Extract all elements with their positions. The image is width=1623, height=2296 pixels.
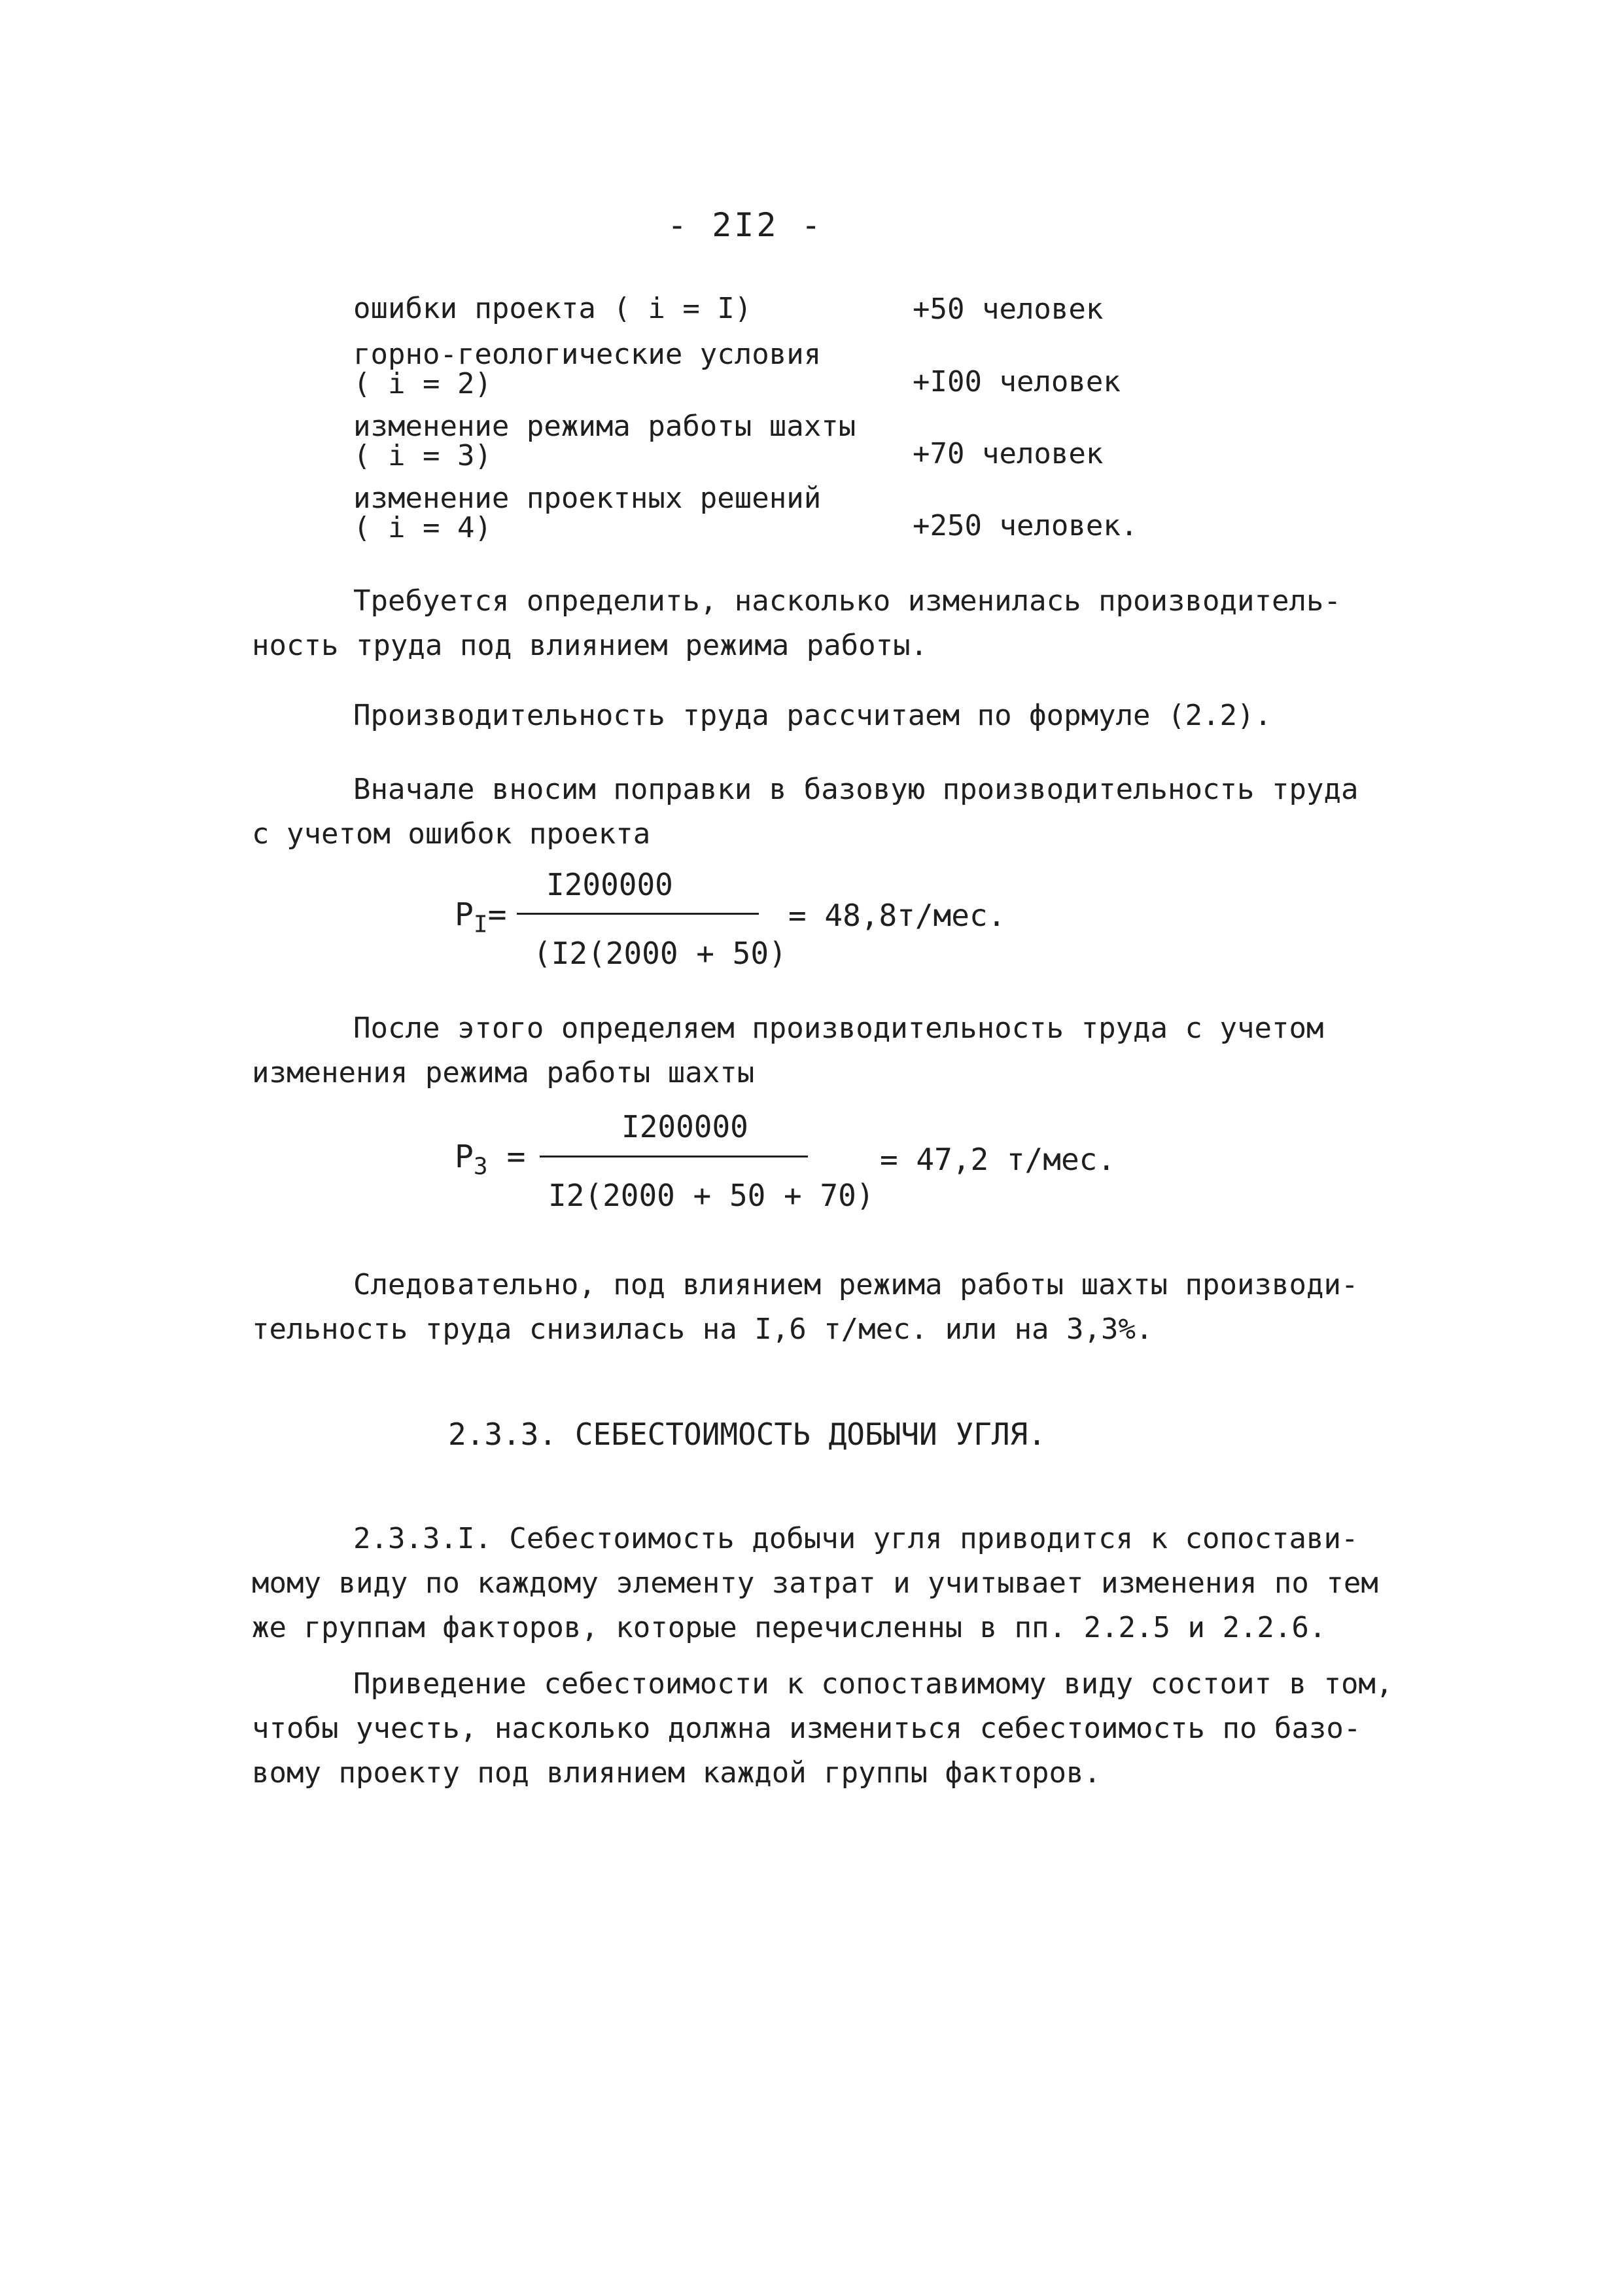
formula-2-result: = 47,2 т/мес. <box>880 1142 1116 1177</box>
factor-label-1: ошибки проекта ( i = I) <box>353 292 752 325</box>
formula-1-denominator: (I2(2000 + 50) <box>533 936 787 971</box>
section-paragraph-2-line3: вому проекту под влиянием каждой группы факторов. <box>252 1756 1102 1790</box>
formula-2-symbol: P <box>455 1139 474 1175</box>
paragraph-4-line2: изменения режима работы шахты <box>252 1056 755 1089</box>
formula-1-numerator: I200000 <box>546 867 673 902</box>
paragraph-1-line1: Требуется определить, насколько изменилась производитель- <box>353 584 1341 618</box>
section-paragraph-1-line3: же группам факторов, которые перечисленны в пп. 2.2.5 и 2.2.6. <box>252 1611 1327 1644</box>
factor-label-2-line1: горно-геологические условия <box>353 338 822 371</box>
formula-2-denominator: I2(2000 + 50 + 70) <box>548 1178 875 1213</box>
formula-1-symbol: P <box>455 896 474 933</box>
formula-1-lhs <box>455 896 507 938</box>
formula-2-subscript: 3 <box>473 1153 488 1180</box>
paragraph-1-line2: ность труда под влиянием режима работы. <box>252 629 928 662</box>
section-paragraph-1-line2: мому виду по каждому элементу затрат и учитывает изменения по тем <box>252 1566 1378 1600</box>
factor-label-3-line2: ( i = 3) <box>353 439 492 472</box>
formula-1-equals: = <box>487 896 507 933</box>
factor-label-2-line2: ( i = 2) <box>353 367 492 400</box>
page-number: - 2I2 - <box>667 206 824 244</box>
section-paragraph-2-line2: чтобы учесть, насколько должна измениться себестоимость по базо- <box>252 1712 1361 1745</box>
factor-value-1: +50 человек <box>913 292 1104 326</box>
paragraph-2: Производительность труда рассчитаем по формуле (2.2). <box>353 699 1272 732</box>
paragraph-5-line1: Следовательно, под влиянием режима работы шахты производи- <box>353 1268 1359 1301</box>
factor-value-2: +I00 человек <box>913 365 1121 398</box>
paragraph-3-line1: Вначале вносим поправки в базовую производительность труда <box>353 773 1359 806</box>
paragraph-4-line1: После этого определяем производительность труда с учетом <box>353 1012 1324 1045</box>
formula-1-fraction-line <box>517 913 759 915</box>
formula-2-numerator: I200000 <box>621 1109 748 1144</box>
section-paragraph-1-line1: 2.3.3.I. Себестоимость добычи угля приводится к сопостави- <box>353 1522 1359 1555</box>
factor-label-4-line2: ( i = 4) <box>353 511 492 544</box>
formula-2-fraction-line <box>540 1156 808 1157</box>
factor-label-4-line1: изменение проектных решений <box>353 482 822 515</box>
section-heading: 2.3.3. СЕБЕСТОИМОСТЬ ДОБЫЧИ УГЛЯ. <box>448 1417 1046 1452</box>
paragraph-5-line2: тельность труда снизилась на I,6 т/мес. или на 3,3%. <box>252 1313 1153 1346</box>
factor-value-3: +70 человек <box>913 437 1104 470</box>
section-paragraph-2-line1: Приведение себестоимости к сопоставимому виду состоит в том, <box>353 1667 1393 1701</box>
formula-2-equals: = <box>506 1139 526 1175</box>
formula-1-result: = 48,8т/мес. <box>788 898 1006 933</box>
factor-label-3-line1: изменение режима работы шахты <box>353 410 856 443</box>
formula-1-subscript: I <box>473 911 488 938</box>
formula-2-lhs <box>455 1139 525 1180</box>
paragraph-3-line2: с учетом ошибок проекта <box>252 817 651 851</box>
factor-value-4: +250 человек. <box>913 509 1138 542</box>
